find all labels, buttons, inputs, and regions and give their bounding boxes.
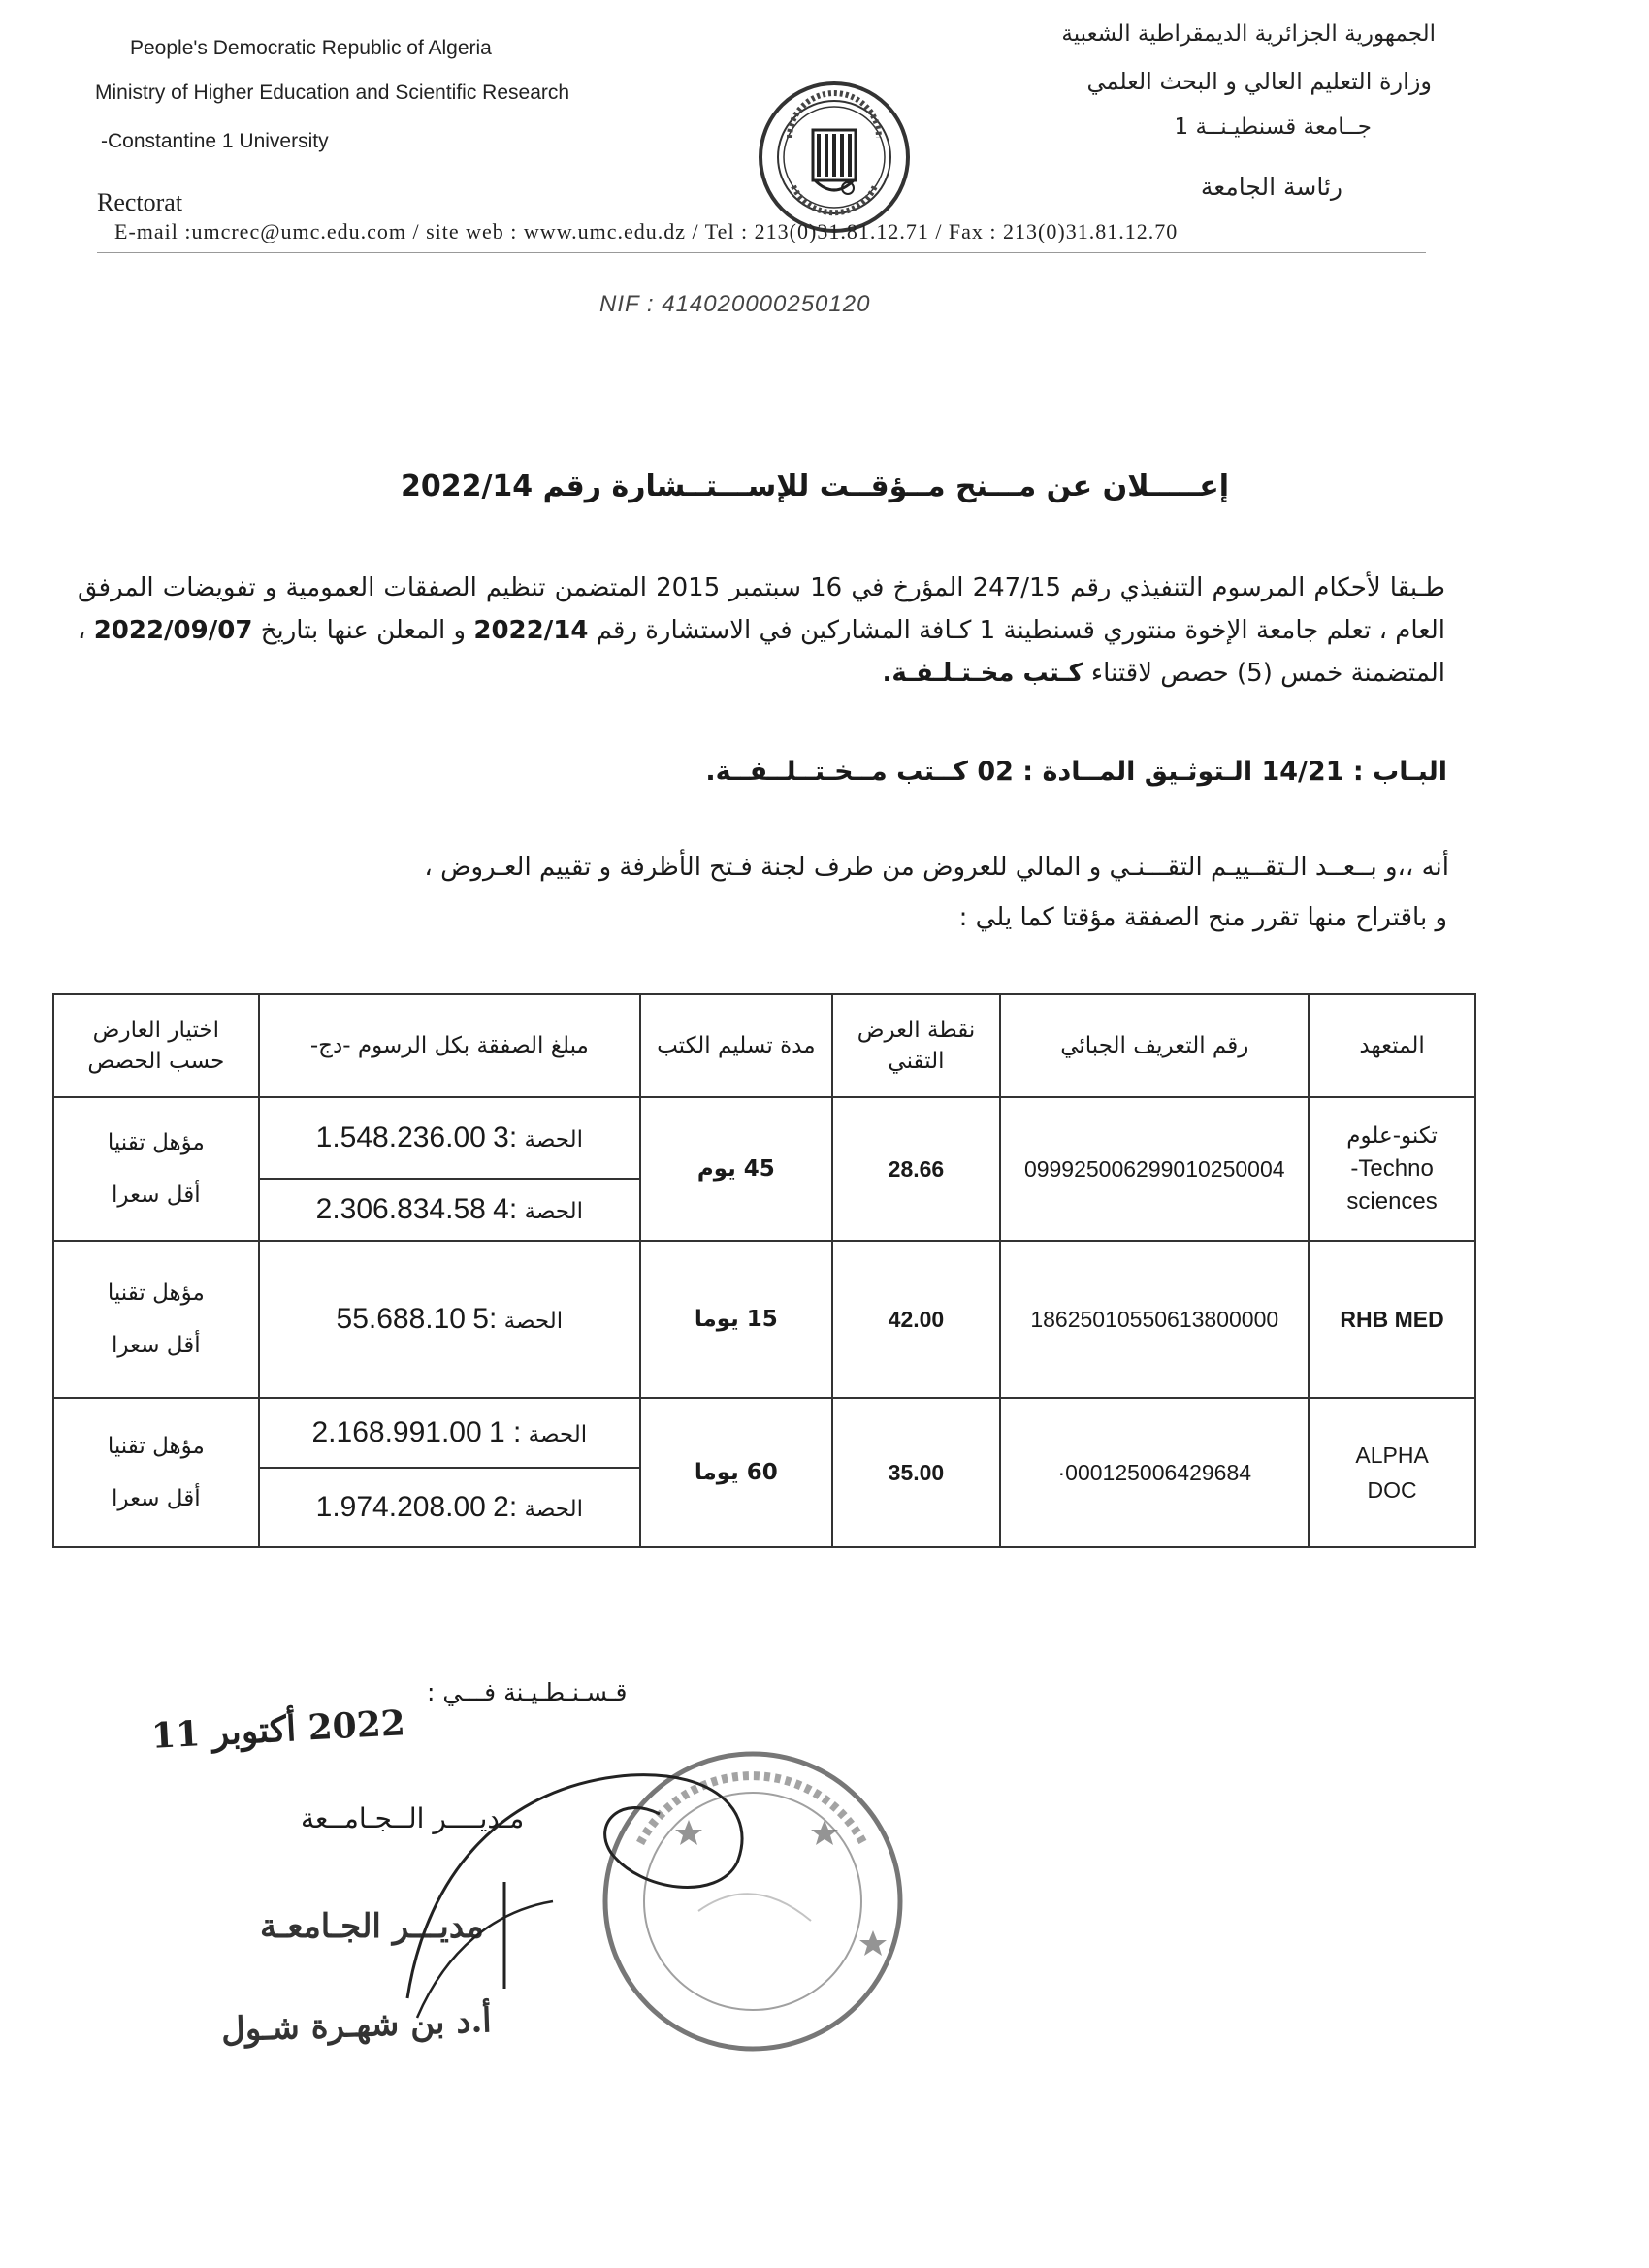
header-ar-office: رئاسة الجامعة xyxy=(1200,173,1342,201)
score-cell: 28.66 xyxy=(832,1097,1001,1241)
header-en-office: Rectorat xyxy=(97,188,183,216)
header-tax-id: رقم التعريف الجبائي xyxy=(1000,994,1309,1097)
lot-amount-cell: الحصة 5: 55.688.10 xyxy=(259,1241,640,1398)
header-technical-score: نقطة العرض التقني xyxy=(832,994,1001,1097)
header-delivery-time: مدة تسليم الكتب xyxy=(640,994,832,1097)
table-row xyxy=(53,1097,1475,1179)
lot-amount-cell: الحصة 4: 2.306.834.58 xyxy=(259,1179,640,1241)
signature-scribble xyxy=(388,1756,795,2047)
intro-text-1: طـبقا لأحكام المرسوم التنفيذي رقم 247/15 المؤرخ في 16 سبتمبر 2015 المتضمن تنظيم الصفقات العمومية و تفويضات المرفق العام ، تعلم جامعة الإخوة منتوري قسنطينة 1 كـافة المشاركين في الاستشارة رقم xyxy=(78,573,1446,645)
university-seal-logo xyxy=(757,80,912,235)
header-ar-ministry: وزارة التعليم العالي و البحث العلمي xyxy=(1086,68,1432,95)
place-date-label: قـسـنـطـيـنة فـــي : xyxy=(427,1678,628,1706)
intro-text-2: و المعلن عنها بتاريخ xyxy=(252,616,474,645)
header-en-country: People's Democratic Republic of Algeria xyxy=(130,37,492,59)
bidder-cell: تكنو-علوم Techno- sciences xyxy=(1309,1097,1475,1241)
table-row xyxy=(53,1241,1475,1398)
header-en-ministry: Ministry of Higher Education and Scientific Research xyxy=(95,81,570,104)
decision-line-2: و باقتراح منها تقرر منح الصفقة مؤقتا كما يلي : xyxy=(958,903,1447,932)
lot-amount-cell: الحصة 3: 1.548.236.00 xyxy=(259,1097,640,1179)
header-contact-line: E-mail :umcrec@umc.edu.com / site web : www.umc.edu.dz / Tel : 213(0)31.81.12.71 / Fax : 213(0)31.81.12.70 xyxy=(114,219,1179,243)
budget-chapter-line: البـاب : 14/21 الـتوثـيق المــادة : 02 كــتب مــخـتــلــفــة. xyxy=(705,757,1447,787)
intro-text-3: ، المتضمنة خمس (5) حصص لاقتناء xyxy=(78,616,1445,688)
signatory-stamp: مديـــر الجـامعـة xyxy=(260,1907,484,1946)
tax-id-cell: 18625010550613800000 xyxy=(1000,1241,1309,1398)
header-choice: اختيار العارض حسب الحصص xyxy=(53,994,259,1097)
bidder-cell: ALPHA DOC xyxy=(1309,1398,1475,1547)
choice-cell: مؤهل تقنيا أقل سعرا xyxy=(53,1398,259,1547)
signatory-title: مـديــــر الــجـامــعة xyxy=(301,1802,525,1834)
score-cell: 35.00 xyxy=(832,1398,1001,1547)
delivery-cell: 15 يوما xyxy=(640,1241,832,1398)
header-ar-university: جــامعة قسنطيـنــة 1 xyxy=(1174,114,1372,140)
purchase-subject: كـتب مخـتـلـفـة. xyxy=(882,659,1083,688)
header-ar-country: الجمهورية الجزائرية الديمقراطية الشعبية xyxy=(1061,21,1436,47)
bidder-cell: RHB MED xyxy=(1309,1241,1475,1398)
date-stamp: 2022 أكتوبر 11 xyxy=(150,1702,406,1757)
header-amount: مبلغ الصفقة بكل الرسوم -دج- xyxy=(259,994,640,1097)
score-cell: 42.00 xyxy=(832,1241,1001,1398)
tax-id-cell: 000125006429684· xyxy=(1000,1398,1309,1547)
header-nif: NIF : 414020000250120 xyxy=(599,291,871,317)
signatory-name: أ.د بن شهـرة شـول xyxy=(220,2001,493,2050)
header-divider xyxy=(97,252,1426,253)
decision-line-1: أنه ،،و بــعــد الـتقــييـم التقـــنـي و المالي للعروض من طرف لجنة فـتح الأظرفة و تقييم العـروض ، xyxy=(424,853,1449,882)
table-header-row xyxy=(53,994,1475,1097)
table-row xyxy=(53,1398,1475,1468)
announcement-date: 2022/09/07 xyxy=(93,616,253,645)
header-bidder: المتعهد xyxy=(1309,994,1475,1097)
choice-cell: مؤهل تقنيا أقل سعرا xyxy=(53,1097,259,1241)
delivery-cell: 60 يوما xyxy=(640,1398,832,1547)
intro-paragraph xyxy=(78,567,1445,695)
announcement-title: إعـــــلان عن مـــنح مــؤقــت للإســـتــشارة رقم 2022/14 xyxy=(400,470,1230,503)
header-en-university: -Constantine 1 University xyxy=(101,130,329,152)
delivery-cell: 45 يوم xyxy=(640,1097,832,1241)
lot-amount-cell: الحصة 2: 1.974.208.00 xyxy=(259,1468,640,1547)
tax-id-cell: 099925006299010250004 xyxy=(1000,1097,1309,1241)
award-table xyxy=(52,993,1476,1548)
lot-amount-cell: الحصة 1 : 2.168.991.00 xyxy=(259,1398,640,1468)
consultation-ref: 2022/14 xyxy=(473,616,589,645)
choice-cell: مؤهل تقنيا أقل سعرا xyxy=(53,1241,259,1398)
